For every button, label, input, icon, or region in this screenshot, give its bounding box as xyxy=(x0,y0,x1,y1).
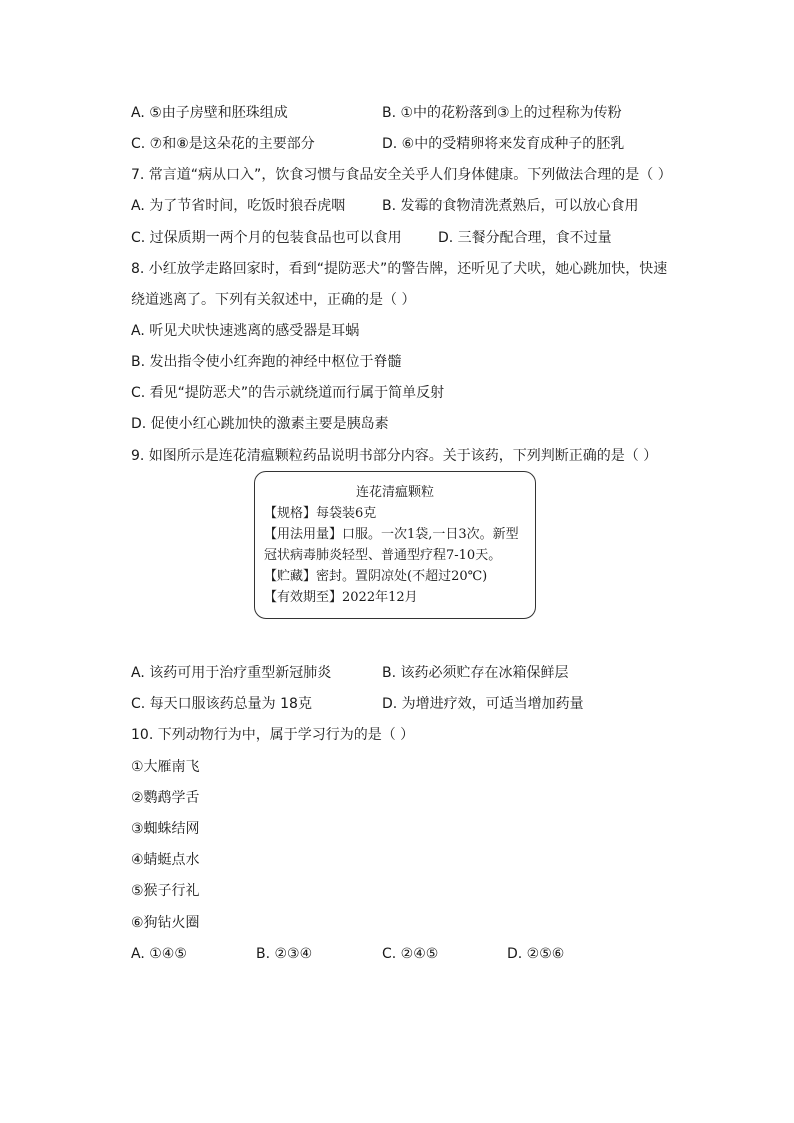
q10-stem: 10. 下列动物行为中，属于学习行为的是（ ） xyxy=(131,727,415,743)
q10-option-c: C. ②④⑤ xyxy=(382,946,439,962)
q7-option-d: D. 三餐分配合理，食不过量 xyxy=(438,230,612,246)
q9-stem: 9. 如图所示是连花清瘟颗粒药品说明书部分内容。关于该药，下列判断正确的是（ ） xyxy=(131,448,658,464)
medicine-label-expiry: 【有效期至】2022年12月 xyxy=(264,590,418,605)
q10-item-2: ②鹦鹉学舌 xyxy=(131,790,200,806)
q9-option-d: D. 为增进疗效，可适当增加药量 xyxy=(382,696,584,712)
q8-stem-line2: 绕道逃离了。下列有关叙述中，正确的是（ ） xyxy=(131,292,416,308)
q7-option-c: C. 过保质期一两个月的包装食品也可以食用 xyxy=(131,230,402,246)
q6-option-b: B. ①中的花粉落到③上的过程称为传粉 xyxy=(382,105,622,121)
q8-stem-line1: 8. 小红放学走路回家时，看到“提防恶犬”的警告牌，还听见了犬吠，她心跳加快，快速 xyxy=(131,261,668,277)
q6-option-d: D. ⑥中的受精卵将来发育成种子的胚乳 xyxy=(382,136,625,152)
q10-item-5: ⑤猴子行礼 xyxy=(131,883,200,899)
q7-stem: 7. 常言道“病从口入”，饮食习惯与食品安全关乎人们身体健康。下列做法合理的是（ ） xyxy=(131,167,672,183)
q8-option-a: A. 听见犬吠快速逃离的感受器是耳蜗 xyxy=(131,323,360,339)
q10-option-a: A. ①④⑤ xyxy=(131,946,187,962)
q10-item-6: ⑥狗钻火圈 xyxy=(131,915,200,931)
medicine-label-title: 连花清瘟颗粒 xyxy=(355,485,434,500)
q6-option-c: C. ⑦和⑧是这朵花的主要部分 xyxy=(131,136,315,152)
medicine-label-storage: 【贮藏】密封。置阴凉处(不超过20℃) xyxy=(264,569,488,584)
q10-item-4: ④蜻蜓点水 xyxy=(131,852,200,868)
q9-option-b: B. 该药必须贮存在冰箱保鲜层 xyxy=(382,665,569,681)
q10-item-1: ①大雁南飞 xyxy=(131,759,200,775)
q10-item-3: ③蜘蛛结网 xyxy=(131,821,200,837)
q10-option-d: D. ②⑤⑥ xyxy=(507,946,565,962)
q9-option-c: C. 每天口服该药总量为 18克 xyxy=(131,696,312,712)
q7-option-b: B. 发霉的食物清洗煮熟后，可以放心食用 xyxy=(382,198,639,214)
medicine-label-box xyxy=(254,471,536,619)
q9-option-a: A. 该药可用于治疗重型新冠肺炎 xyxy=(131,665,332,681)
q7-option-a: A. 为了节省时间，吃饭时狼吞虎咽 xyxy=(131,198,346,214)
medicine-label-spec: 【规格】每袋装6克 xyxy=(264,506,377,521)
q10-option-b: B. ②③④ xyxy=(256,946,313,962)
q6-option-a: A. ⑤由子房壁和胚珠组成 xyxy=(131,105,288,121)
q8-option-c: C. 看见“提防恶犬”的告示就绕道而行属于简单反射 xyxy=(131,385,445,401)
q8-option-d: D. 促使小红心跳加快的激素主要是胰岛素 xyxy=(131,416,389,432)
medicine-label-usage: 【用法用量】口服。一次1袋,一日3次。新型 xyxy=(264,527,519,542)
medicine-label-usage-cont: 冠状病毒肺炎轻型、普通型疗程7-10天。 xyxy=(264,548,502,563)
q8-option-b: B. 发出指令使小红奔跑的神经中枢位于脊髓 xyxy=(131,354,402,370)
